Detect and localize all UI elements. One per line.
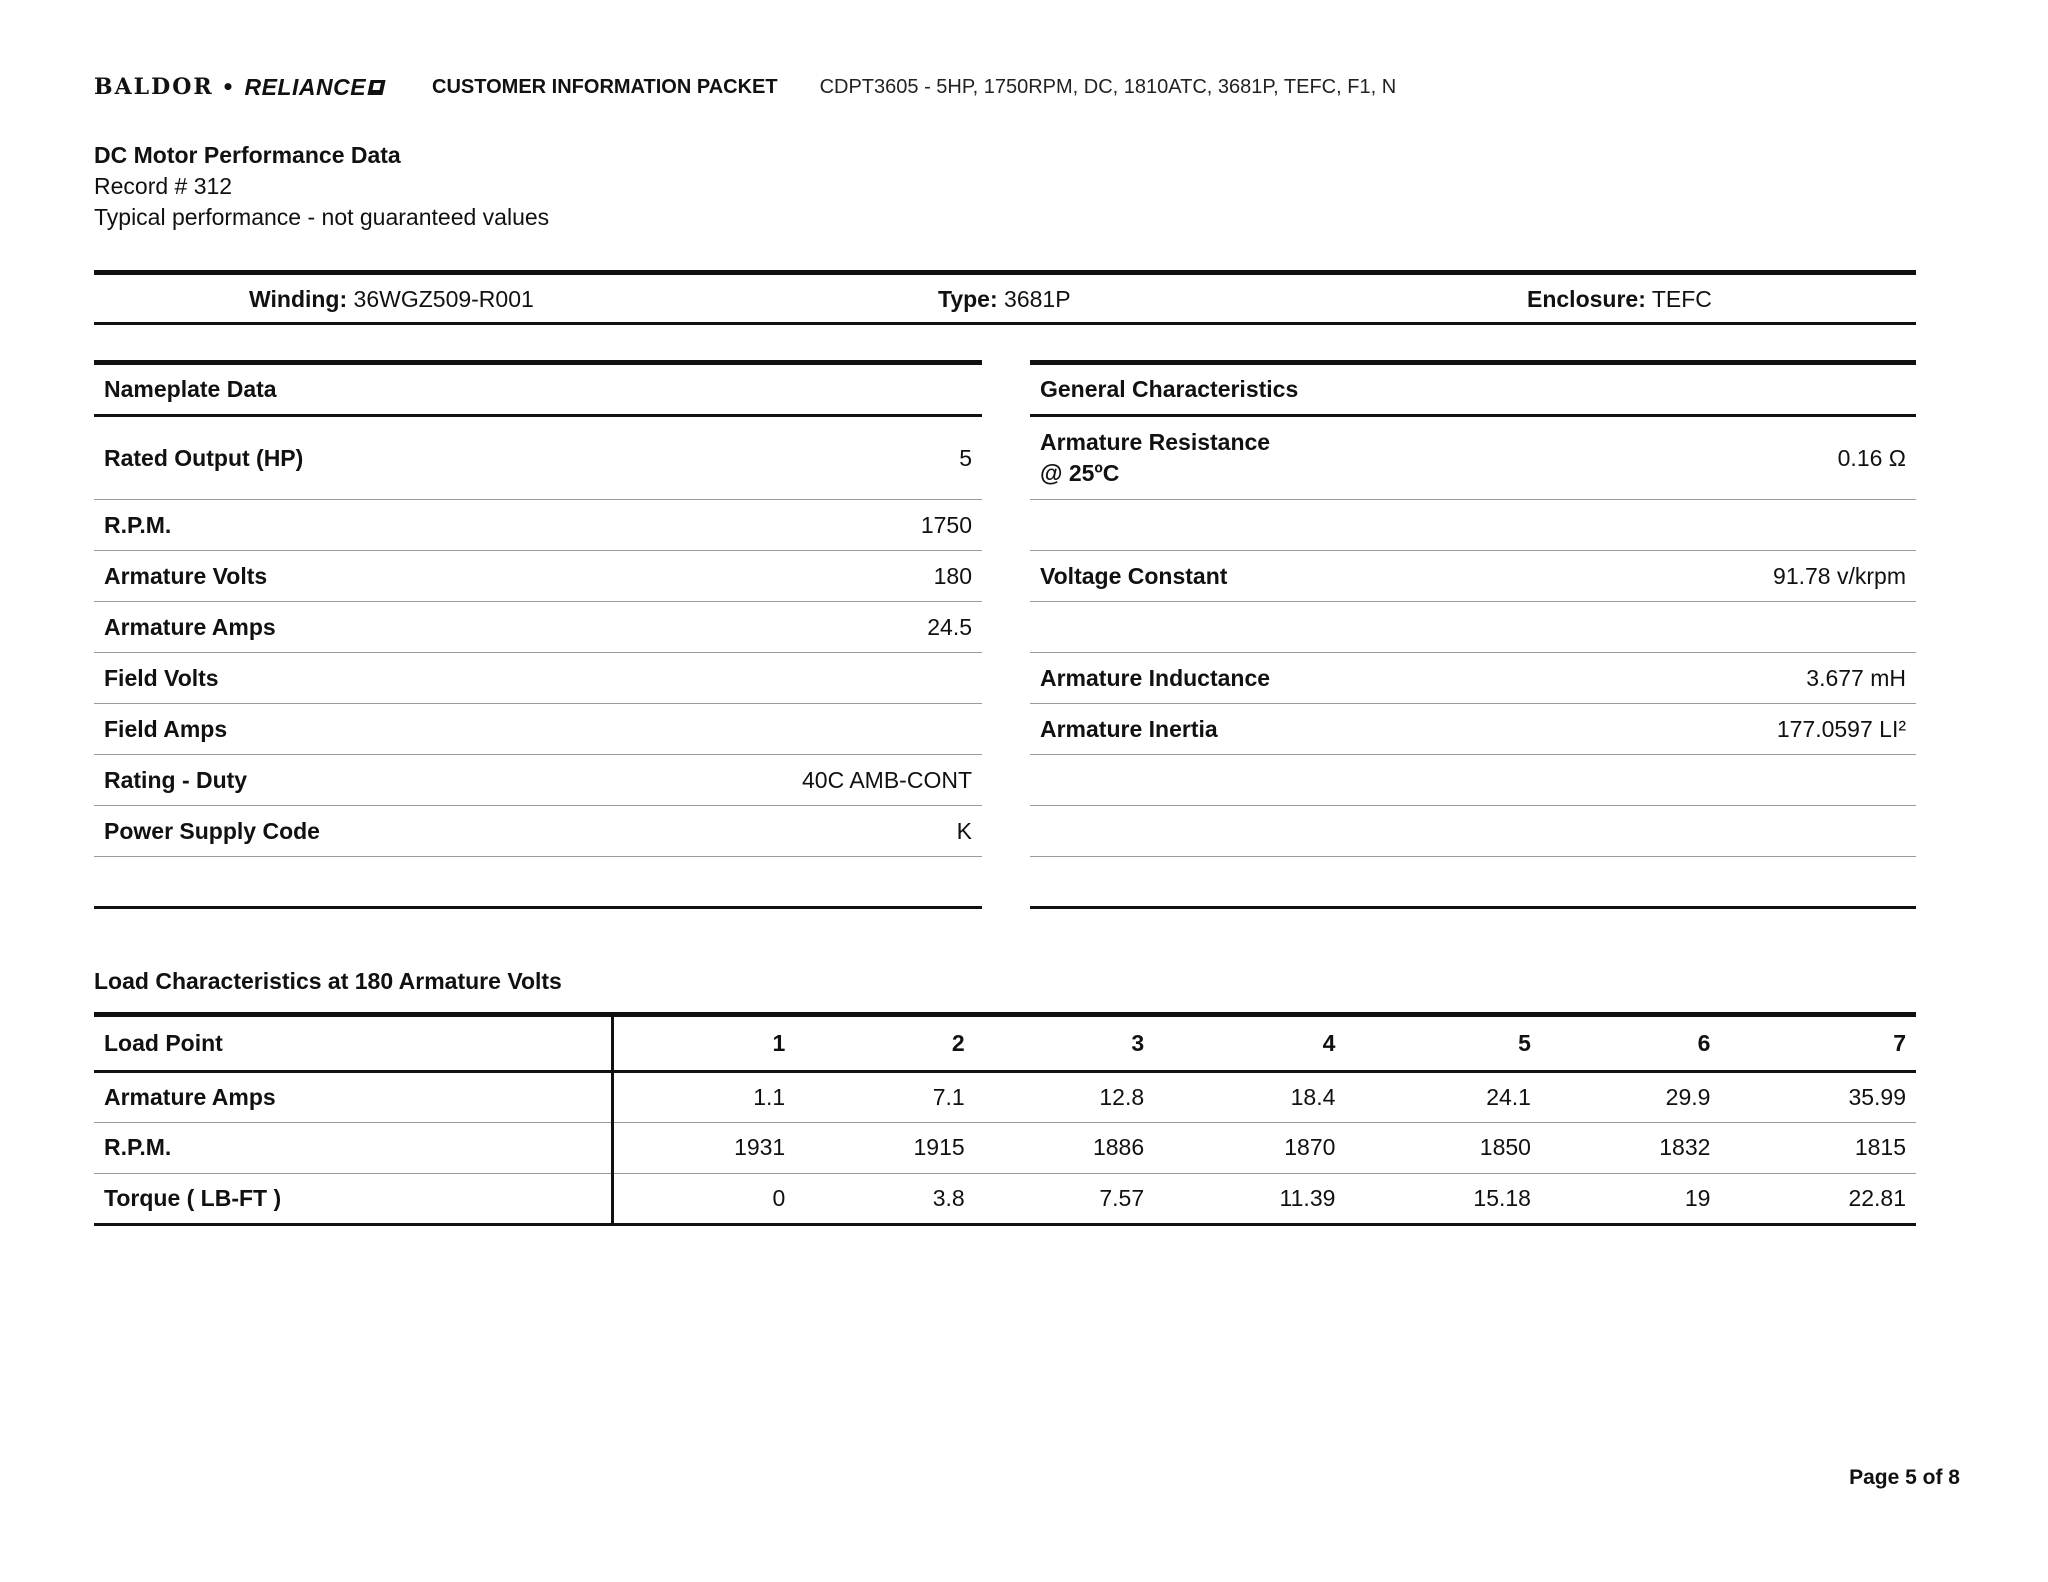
table-cell: 3.8 — [795, 1173, 974, 1224]
nameplate-row — [94, 500, 982, 550]
table-cell: 1832 — [1541, 1122, 1720, 1173]
nameplate-value: 5 — [959, 444, 972, 471]
general-row — [1030, 704, 1916, 754]
row-divider — [1030, 856, 1916, 857]
table-row — [94, 1071, 1916, 1122]
record-number: Record # 312 — [94, 173, 233, 199]
table-cell: 18.4 — [1154, 1071, 1345, 1122]
type-label: Type: — [938, 286, 998, 312]
winding-label: Winding: — [249, 286, 348, 312]
general-value: 3.677 mH — [1806, 664, 1906, 691]
table-cell: 19 — [1541, 1173, 1720, 1224]
brand-left: BALDOR — [94, 74, 214, 100]
nameplate-row — [94, 755, 982, 805]
table-cell: 1870 — [1154, 1122, 1345, 1173]
table-cell: 1850 — [1345, 1122, 1541, 1173]
summary-top-rule — [94, 270, 1916, 275]
load-point-header: 2 — [795, 1017, 974, 1071]
table-cell: 12.8 — [975, 1071, 1154, 1122]
nameplate-label: Power Supply Code — [104, 817, 320, 844]
general-row — [1030, 602, 1916, 652]
row-label: Torque ( LB-FT ) — [94, 1173, 612, 1224]
nameplate-row — [94, 551, 982, 601]
table-cell: 1915 — [795, 1122, 974, 1173]
table-cell: 35.99 — [1720, 1071, 1916, 1122]
load-point-header: 5 — [1345, 1017, 1541, 1071]
table-cell: 24.1 — [1345, 1071, 1541, 1122]
page-number: Page 5 of 8 — [1849, 1466, 1960, 1489]
table-cell: 11.39 — [1154, 1173, 1345, 1224]
general-row — [1030, 417, 1916, 499]
general-row — [1030, 806, 1916, 856]
load-point-header: 4 — [1154, 1017, 1345, 1071]
brand-logo — [94, 74, 384, 101]
table-row — [94, 1173, 1916, 1224]
table-cell: 7.1 — [795, 1071, 974, 1122]
summary-bottom-rule — [94, 322, 1916, 325]
nameplate-label: Rated Output (HP) — [104, 444, 304, 471]
general-label: Armature Inductance — [1040, 664, 1271, 691]
winding-field — [249, 286, 534, 313]
brand-right: RELIANCE — [244, 73, 367, 100]
type-value: 3681P — [1004, 286, 1071, 312]
load-point-header: 1 — [612, 1017, 795, 1071]
general-value: 91.78 v/krpm — [1773, 562, 1906, 589]
nameplate-value: 24.5 — [927, 613, 972, 640]
load-point-header: 3 — [975, 1017, 1154, 1071]
nameplate-value: 1750 — [920, 511, 972, 538]
nameplate-label: Rating - Duty — [104, 766, 248, 793]
table-cell: 1886 — [975, 1122, 1154, 1173]
table-cell: 0 — [612, 1173, 795, 1224]
load-characteristics-title: Load Characteristics at 180 Armature Volts — [94, 968, 562, 994]
nameplate-row — [94, 602, 982, 652]
brand-mark-icon — [367, 80, 385, 95]
table-cell: 1815 — [1720, 1122, 1916, 1173]
nameplate-bottom-rule — [94, 906, 982, 909]
nameplate-row — [94, 704, 982, 754]
table-cell: 15.18 — [1345, 1173, 1541, 1224]
general-row — [1030, 755, 1916, 805]
table-cell: 1.1 — [612, 1071, 795, 1122]
armature-resistance-label: Armature Resistance — [1040, 429, 1271, 455]
load-characteristics-table — [94, 1017, 1916, 1226]
nameplate-label: Field Amps — [104, 715, 228, 742]
brand-separator: • — [221, 75, 237, 99]
title-block — [94, 140, 549, 233]
enclosure-label: Enclosure: — [1527, 286, 1646, 312]
general-value: 177.0597 LI² — [1776, 715, 1906, 742]
table-cell: 22.81 — [1720, 1173, 1916, 1224]
general-top-rule — [1030, 360, 1916, 365]
nameplate-value: 180 — [933, 562, 972, 589]
nameplate-label: Armature Amps — [104, 613, 276, 640]
row-divider — [94, 856, 982, 857]
nameplate-row — [94, 653, 982, 703]
load-point-header: 6 — [1541, 1017, 1720, 1071]
general-row — [1030, 500, 1916, 550]
load-point-header: 7 — [1720, 1017, 1916, 1071]
table-cell: 29.9 — [1541, 1071, 1720, 1122]
model-description: CDPT3605 - 5HP, 1750RPM, DC, 1810ATC, 3681P, TEFC, F1, N — [819, 75, 1397, 98]
nameplate-label: Armature Volts — [104, 562, 268, 589]
enclosure-field — [1527, 286, 1712, 313]
general-label: Voltage Constant — [1040, 562, 1228, 589]
table-row — [94, 1122, 1916, 1173]
nameplate-row — [94, 417, 982, 499]
winding-value: 36WGZ509-R001 — [353, 286, 534, 312]
general-row — [1030, 551, 1916, 601]
nameplate-title: Nameplate Data — [104, 376, 277, 402]
general-bottom-rule — [1030, 906, 1916, 909]
nameplate-label: R.P.M. — [104, 511, 172, 538]
table-header-row — [94, 1017, 1916, 1071]
general-title: General Characteristics — [1040, 376, 1299, 402]
table-cell: 7.57 — [975, 1173, 1154, 1224]
nameplate-row — [94, 806, 982, 856]
general-row — [1030, 653, 1916, 703]
row-label: R.P.M. — [94, 1122, 612, 1173]
table-cell: 1931 — [612, 1122, 795, 1173]
packet-label: CUSTOMER INFORMATION PACKET — [432, 75, 778, 98]
nameplate-value: K — [956, 817, 972, 844]
general-value: 0.16 Ω — [1837, 444, 1906, 471]
performance-note: Typical performance - not guaranteed values — [94, 204, 550, 230]
row-label: Armature Amps — [94, 1071, 612, 1122]
general-label: Armature Inertia — [1040, 715, 1218, 742]
summary-row — [94, 280, 1916, 320]
type-field — [938, 286, 1071, 313]
general-label — [1040, 427, 1270, 489]
load-point-label: Load Point — [94, 1017, 612, 1071]
nameplate-top-rule — [94, 360, 982, 365]
nameplate-label: Field Volts — [104, 664, 219, 691]
armature-resistance-temp: @ 25ºC — [1040, 460, 1120, 486]
nameplate-value: 40C AMB-CONT — [802, 766, 972, 793]
enclosure-value: TEFC — [1651, 286, 1712, 312]
page-title: DC Motor Performance Data — [94, 142, 401, 168]
page-header — [94, 72, 1954, 102]
